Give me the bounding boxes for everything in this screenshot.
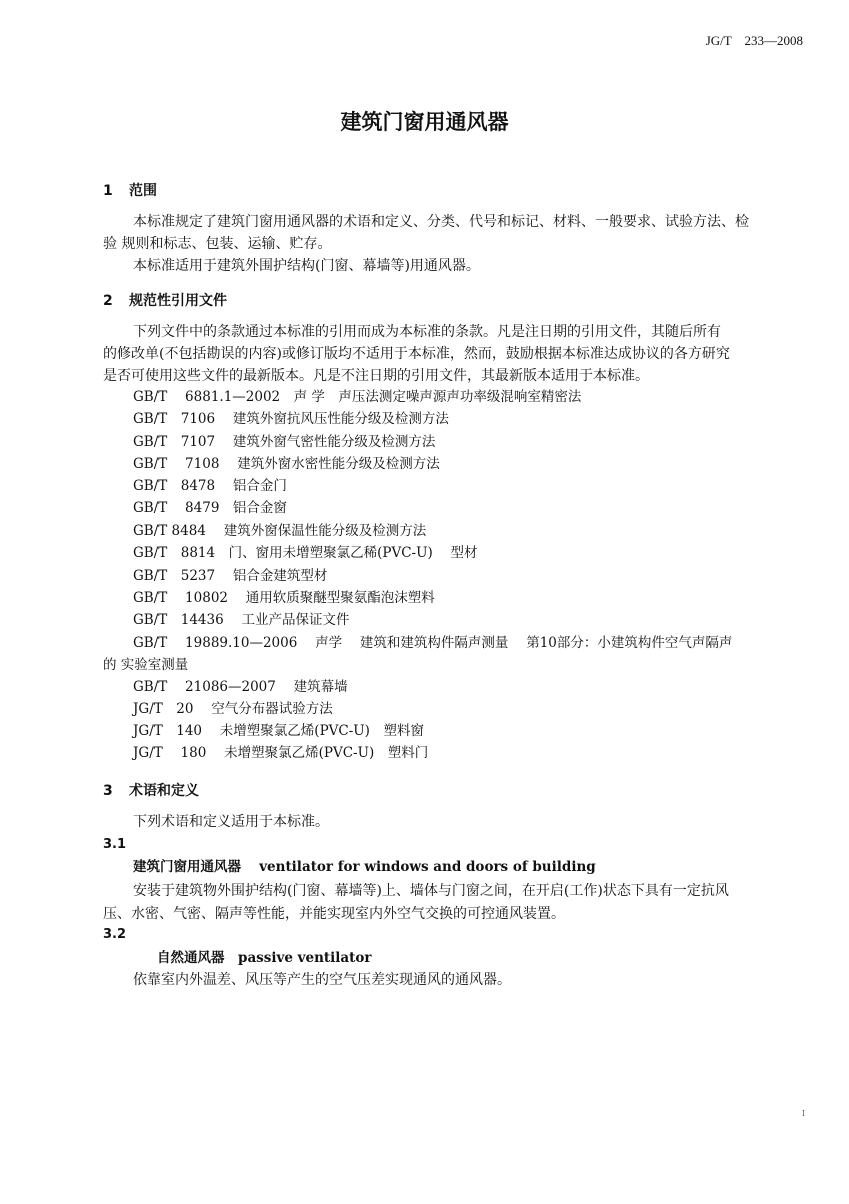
reference-item: GB/T 14436 工业产品保证文件 (133, 612, 350, 628)
section-2-intro-line-2: 的修改单(不包括勘误的内容)或修订版均不适用于本标准，然而，鼓励根据本标准达成协议的各方研究 (103, 346, 730, 362)
reference-item: GB/T 6881.1—2002 声 学 声压法测定噪声源声功率级混响室精密法 (133, 389, 582, 405)
reference-item: GB/T 7108 建筑外窗水密性能分级及检测方法 (133, 456, 440, 472)
reference-item: JG/T 140 未增塑聚氯乙烯(PVC-U) 塑料窗 (133, 723, 424, 739)
section-2-heading: 2 规范性引用文件 (103, 293, 227, 309)
section-3-intro: 下列术语和定义适用于本标准。 (133, 814, 329, 830)
document-title: 建筑门窗用通风器 (340, 110, 509, 134)
reference-item: JG/T 20 空气分布器试验方法 (133, 701, 333, 717)
reference-item: GB/T 10802 通用软质聚醚型聚氨酯泡沫塑料 (133, 590, 435, 606)
clause-3-2-term: 自然通风器 passive ventilator (157, 950, 372, 966)
reference-item: GB/T 8478 铝合金门 (133, 478, 287, 494)
reference-item: JG/T 180 未增塑聚氯乙烯(PVC-U) 塑料门 (133, 745, 429, 761)
section-2-intro-line-1: 下列文件中的条款通过本标准的引用而成为本标准的条款。凡是注日期的引用文件，其随后所有 (133, 324, 721, 340)
reference-item: GB/T 21086—2007 建筑幕墙 (133, 679, 348, 695)
clause-3-2-number: 3.2 (103, 927, 127, 942)
clause-3-1-definition-line-2: 压、水密、气密、隔声等性能，并能实现室内外空气交换的可控通风装置。 (103, 906, 565, 922)
section-3-heading: 3 术语和定义 (103, 783, 199, 799)
reference-item: GB/T 7106 建筑外窗抗风压性能分级及检测方法 (133, 411, 449, 427)
reference-item: GB/T 8479 铝合金窗 (133, 500, 287, 516)
reference-item: GB/T 8484 建筑外窗保温性能分级及检测方法 (133, 523, 427, 539)
reference-item: GB/T 19889.10—2006 声学 建筑和建筑构件隔声测量 第10部分：小建筑构件空气声隔声 (133, 635, 733, 651)
section-1-heading: 1 范围 (103, 183, 157, 199)
reference-item: GB/T 7107 建筑外窗气密性能分级及检测方法 (133, 434, 436, 450)
reference-item: GB/T 5237 铝合金建筑型材 (133, 568, 328, 584)
section-1-para-line-2: 验 规则和标志、包装、运输、贮存。 (103, 236, 332, 252)
section-1-para-line-1: 本标准规定了建筑门窗用通风器的术语和定义、分类、代号和标记、材料、一般要求、试验方法、检 (133, 214, 749, 230)
reference-item-continuation: 的 实验室测量 (103, 657, 189, 673)
section-1-para-2: 本标准适用于建筑外围护结构(门窗、幕墙等)用通风器。 (133, 258, 480, 274)
section-2-intro-line-3: 是否可使用这些文件的最新版本。凡是不注日期的引用文件，其最新版本适用于本标准。 (103, 368, 649, 384)
standard-number: JG/T 233—2008 (705, 33, 803, 48)
clause-3-1-term: 建筑门窗用通风器 ventilator for windows and doors of building (133, 859, 596, 875)
clause-3-1-number: 3.1 (103, 837, 127, 852)
reference-item: GB/T 8814 门、窗用未增塑聚氯乙稀(PVC-U) 型材 (133, 545, 478, 561)
clause-3-2-definition: 依靠室内外温差、风压等产生的空气压差实现通风的通风器。 (133, 972, 511, 988)
page-number: I (801, 1109, 805, 1118)
clause-3-1-definition-line-1: 安装于建筑物外围护结构(门窗、幕墙等)上、墙体与门窗之间，在开启(工作)状态下具有一定抗风 (133, 883, 729, 899)
